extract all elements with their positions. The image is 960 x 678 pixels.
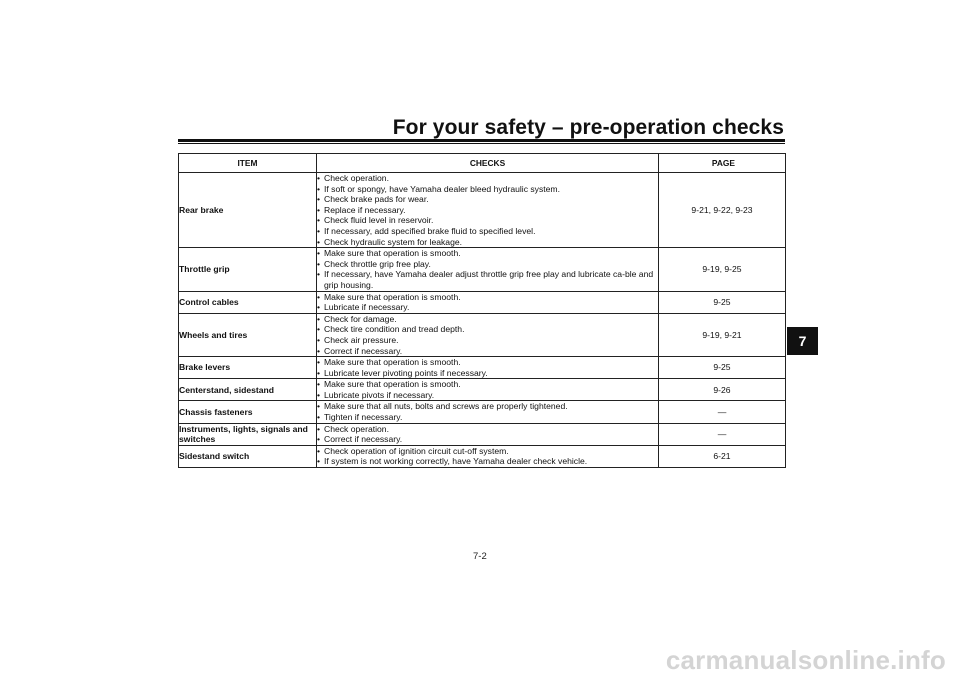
check-bullet: • Check fluid level in reservoir. <box>317 215 658 226</box>
table-row <box>179 423 786 445</box>
checks-cell <box>317 401 659 423</box>
check-bullet: • Lubricate lever pivoting points if necessary. <box>317 368 658 379</box>
table-row <box>179 357 786 379</box>
check-bullet: • If necessary, have Yamaha dealer adjust throttle grip free play and lubricate ca-ble and grip housing. <box>317 269 658 290</box>
header-item: ITEM <box>179 154 317 173</box>
item-cell: Sidestand switch <box>179 445 317 467</box>
item-cell: Control cables <box>179 291 317 313</box>
checks-cell <box>317 357 659 379</box>
page-reference-cell: 9-19, 9-25 <box>659 248 786 291</box>
pre-operation-checks-table <box>178 153 786 468</box>
table-row <box>179 291 786 313</box>
title-rule-thin <box>178 143 785 144</box>
checks-cell <box>317 173 659 248</box>
check-bullet: • Make sure that operation is smooth. <box>317 248 658 259</box>
check-bullet: • Make sure that operation is smooth. <box>317 292 658 303</box>
check-bullet: • Check for damage. <box>317 314 658 325</box>
item-cell: Throttle grip <box>179 248 317 291</box>
check-bullet: • Lubricate if necessary. <box>317 302 658 313</box>
item-cell: Centerstand, sidestand <box>179 379 317 401</box>
checks-cell <box>317 423 659 445</box>
check-bullet: • Check operation of ignition circuit cut-off system. <box>317 446 658 457</box>
page-reference-cell: 9-19, 9-21 <box>659 313 786 356</box>
table-header-row <box>179 154 786 173</box>
page-reference-cell: 9-25 <box>659 291 786 313</box>
item-cell: Wheels and tires <box>179 313 317 356</box>
check-bullet: • Correct if necessary. <box>317 346 658 357</box>
page-title: For your safety – pre-operation checks <box>392 116 784 139</box>
check-bullet: • Check hydraulic system for leakage. <box>317 237 658 248</box>
check-bullet: • Tighten if necessary. <box>317 412 658 423</box>
check-bullet: • Check tire condition and tread depth. <box>317 324 658 335</box>
checks-cell <box>317 291 659 313</box>
page-number: 7-2 <box>473 551 487 562</box>
check-bullet: • If system is not working correctly, have Yamaha dealer check vehicle. <box>317 456 658 467</box>
check-bullet: • Make sure that operation is smooth. <box>317 379 658 390</box>
page-reference-cell: 9-25 <box>659 357 786 379</box>
header-checks: CHECKS <box>317 154 659 173</box>
table-row <box>179 401 786 423</box>
check-bullet: • Replace if necessary. <box>317 205 658 216</box>
page-reference-cell: 9-21, 9-22, 9-23 <box>659 173 786 248</box>
table-row <box>179 248 786 291</box>
check-bullet: • Make sure that all nuts, bolts and screws are properly tightened. <box>317 401 658 412</box>
table-row <box>179 173 786 248</box>
chapter-tab: 7 <box>787 327 818 355</box>
page-reference-cell: — <box>659 401 786 423</box>
checks-cell <box>317 445 659 467</box>
check-bullet: • Check operation. <box>317 424 658 435</box>
table-row <box>179 445 786 467</box>
item-cell: Brake levers <box>179 357 317 379</box>
item-cell: Instruments, lights, signals and switches <box>179 423 317 445</box>
page-reference-cell: 9-26 <box>659 379 786 401</box>
check-bullet: • Lubricate pivots if necessary. <box>317 390 658 401</box>
check-bullet: • If soft or spongy, have Yamaha dealer bleed hydraulic system. <box>317 184 658 195</box>
table-row <box>179 313 786 356</box>
checks-cell <box>317 313 659 356</box>
check-bullet: • Check brake pads for wear. <box>317 194 658 205</box>
watermark: carmanualsonline.info <box>665 645 946 675</box>
check-bullet: • Check air pressure. <box>317 335 658 346</box>
item-cell: Chassis fasteners <box>179 401 317 423</box>
page-reference-cell: 6-21 <box>659 445 786 467</box>
header-page: PAGE <box>659 154 786 173</box>
checks-cell <box>317 248 659 291</box>
check-bullet: • Correct if necessary. <box>317 434 658 445</box>
title-rule-thick <box>178 139 785 142</box>
check-bullet: • If necessary, add specified brake fluid to specified level. <box>317 226 658 237</box>
check-bullet: • Check throttle grip free play. <box>317 259 658 270</box>
check-bullet: • Check operation. <box>317 173 658 184</box>
checks-cell <box>317 379 659 401</box>
check-bullet: • Make sure that operation is smooth. <box>317 357 658 368</box>
page-reference-cell: — <box>659 423 786 445</box>
table-row <box>179 379 786 401</box>
item-cell: Rear brake <box>179 173 317 248</box>
